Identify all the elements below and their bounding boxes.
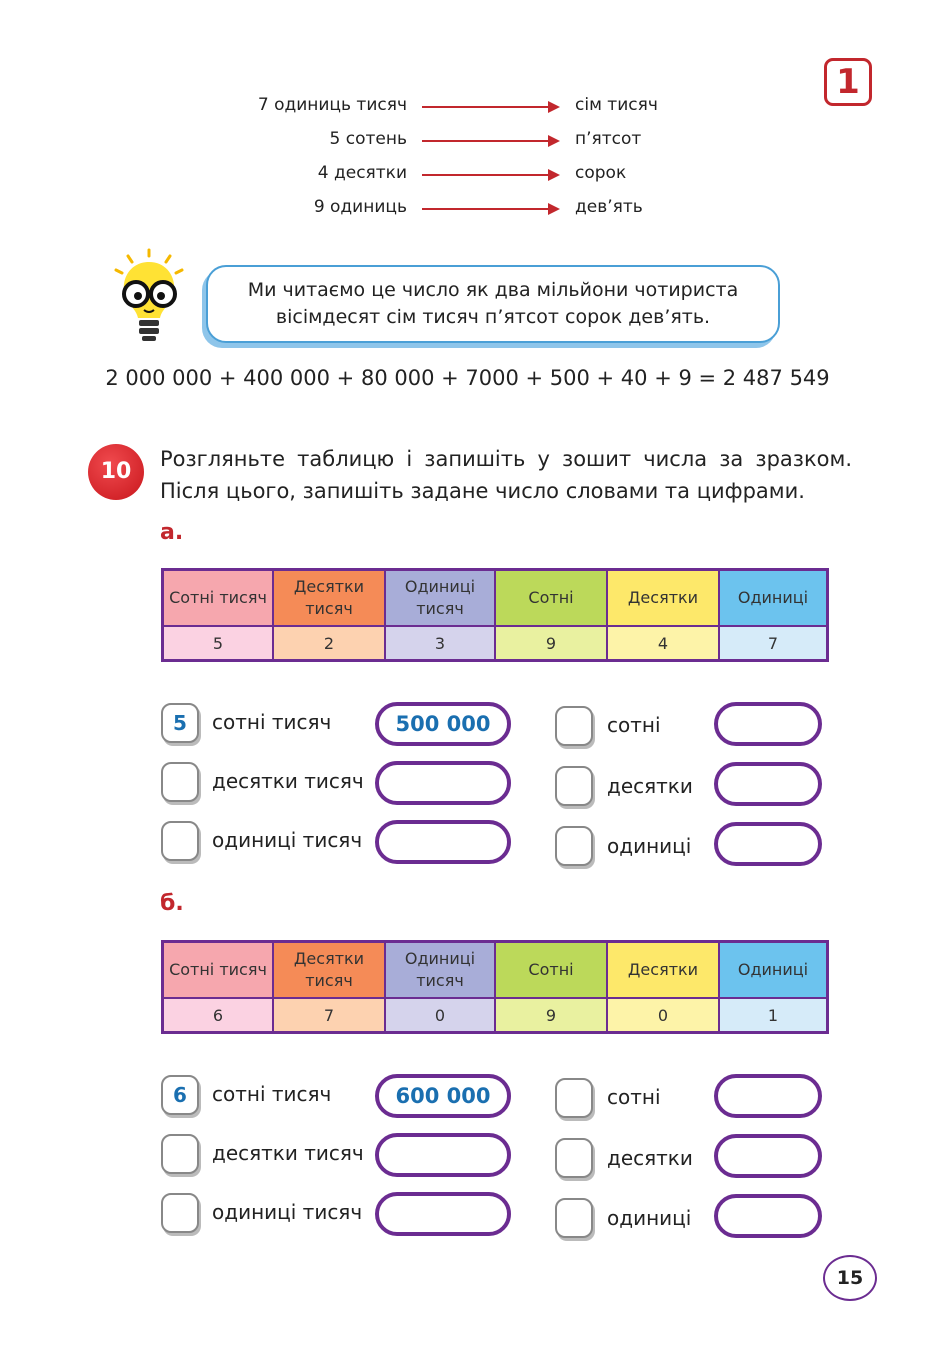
answer-field[interactable] <box>714 1194 822 1238</box>
mapping-right: сім тисяч <box>575 95 658 115</box>
mapping-row <box>0 163 935 189</box>
speech-line: вісімдесят сім тисяч п’ятсот сорок дев’ять. <box>275 306 711 328</box>
count-box[interactable] <box>555 1078 593 1118</box>
answer-field[interactable] <box>375 761 511 805</box>
table-header: Сотні тисяч <box>163 942 274 999</box>
lightbulb-icon <box>108 246 190 346</box>
place-value-table <box>161 940 829 1034</box>
table-header: Десятки тисяч <box>273 942 385 999</box>
count-box[interactable]: 5 <box>161 703 199 743</box>
place-label: десятки тисяч <box>212 1141 364 1165</box>
task-number-badge: 10 <box>88 444 144 500</box>
part-label: б. <box>160 891 184 916</box>
place-label: десятки <box>607 774 693 798</box>
speech-bubble <box>206 265 780 343</box>
table-cell: 4 <box>607 626 719 661</box>
answer-field[interactable] <box>375 820 511 864</box>
answer-field[interactable] <box>375 1192 511 1236</box>
table-cell: 5 <box>163 626 274 661</box>
mapping-left: 7 одиниць тисяч <box>257 95 407 115</box>
place-label: десятки тисяч <box>212 769 364 793</box>
place-label: одиниці тисяч <box>212 1200 363 1224</box>
count-box[interactable] <box>555 1198 593 1238</box>
place-label: одиниці <box>607 834 692 858</box>
page-number: 15 <box>823 1255 877 1301</box>
place-label: сотні тисяч <box>212 710 332 734</box>
table-header: Сотні тисяч <box>163 570 274 627</box>
mapping-row <box>0 129 935 155</box>
part-label: а. <box>160 520 184 545</box>
mapping-right: п’ятсот <box>575 129 642 149</box>
table-header: Десятки тисяч <box>273 570 385 627</box>
table-cell: 0 <box>607 998 719 1033</box>
count-box[interactable]: 6 <box>161 1075 199 1115</box>
mapping-right: сорок <box>575 163 627 183</box>
table-cell: 6 <box>163 998 274 1033</box>
table-header: Сотні <box>495 942 607 999</box>
task-instruction: Розгляньте таблицю і запишіть у зошит числа за зразком. Після цього, запишіть задане число словами та цифрами. <box>160 447 852 503</box>
count-box[interactable] <box>555 1138 593 1178</box>
table-cell: 0 <box>385 998 495 1033</box>
table-header: Одиниці тисяч <box>385 570 495 627</box>
chapter-badge: 1 <box>824 58 872 106</box>
answer-field[interactable]: 600 000 <box>375 1074 511 1118</box>
table-header: Десятки <box>607 942 719 999</box>
place-label: одиниці тисяч <box>212 828 363 852</box>
answer-field[interactable] <box>714 702 822 746</box>
table-cell: 2 <box>273 626 385 661</box>
answer-field[interactable] <box>714 822 822 866</box>
table-cell: 9 <box>495 626 607 661</box>
table-cell: 3 <box>385 626 495 661</box>
place-label: одиниці <box>607 1206 692 1230</box>
mapping-row <box>0 197 935 223</box>
table-cell: 7 <box>273 998 385 1033</box>
count-box[interactable] <box>555 706 593 746</box>
table-cell: 1 <box>719 998 828 1033</box>
answer-field[interactable] <box>714 1074 822 1118</box>
place-label: сотні <box>607 1085 661 1109</box>
mapping-row <box>0 95 935 121</box>
table-header: Десятки <box>607 570 719 627</box>
table-header: Одиниці <box>719 942 828 999</box>
table-cell: 9 <box>495 998 607 1033</box>
table-header: Одиниці <box>719 570 828 627</box>
place-label: сотні тисяч <box>212 1082 332 1106</box>
answer-field[interactable] <box>714 1134 822 1178</box>
answer-field[interactable] <box>714 762 822 806</box>
mapping-left: 4 десятки <box>317 163 407 183</box>
table-header: Одиниці тисяч <box>385 942 495 999</box>
answer-field[interactable]: 500 000 <box>375 702 511 746</box>
count-box[interactable] <box>161 762 199 802</box>
mapping-left: 9 одиниць <box>313 197 407 217</box>
expanded-form-equation: 2 000 000 + 400 000 + 80 000 + 7000 + 500 + 40 + 9 = 2 487 549 <box>105 366 830 390</box>
arrow-right-icon <box>422 106 558 108</box>
count-box[interactable] <box>161 821 199 861</box>
mapping-left: 5 сотень <box>329 129 407 149</box>
count-box[interactable] <box>161 1193 199 1233</box>
table-header: Сотні <box>495 570 607 627</box>
count-box[interactable] <box>555 826 593 866</box>
place-value-table <box>161 568 829 662</box>
mapping-right: дев’ять <box>575 197 643 217</box>
count-box[interactable] <box>161 1134 199 1174</box>
arrow-right-icon <box>422 208 558 210</box>
arrow-right-icon <box>422 174 558 176</box>
arrow-right-icon <box>422 140 558 142</box>
table-cell: 7 <box>719 626 828 661</box>
answer-field[interactable] <box>375 1133 511 1177</box>
place-label: сотні <box>607 713 661 737</box>
place-label: десятки <box>607 1146 693 1170</box>
speech-line: Ми читаємо це число як два мільйони чотириста <box>247 279 739 301</box>
count-box[interactable] <box>555 766 593 806</box>
